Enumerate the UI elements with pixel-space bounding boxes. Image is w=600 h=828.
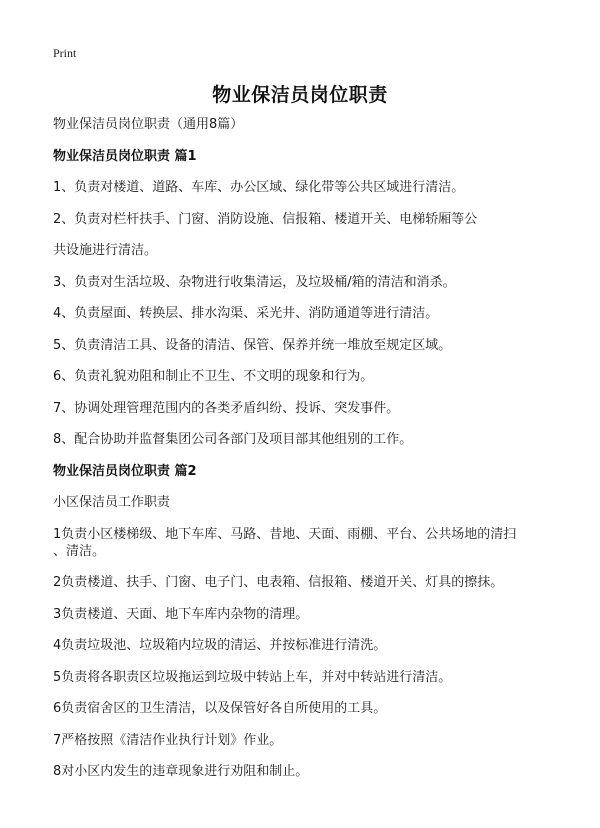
document-body: [53, 116, 553, 795]
list-item: 6负责宿舍区的卫生清洁，以及保管好各自所使用的工具。: [53, 701, 387, 716]
list-item-line: 1负责小区楼梯级、地下车库、马路、昔地、天面、雨棚、平台、公共场地的清扫: [53, 526, 517, 542]
list-item-wrapped: [53, 526, 553, 560]
list-item: 5负责将各职责区垃圾拖运到垃圾中转站上车，并对中转站进行清洁。: [53, 669, 452, 685]
page-title: 物业保洁员岗位职责: [212, 84, 388, 106]
list-item: 5、负责清洁工具、设备的清洁、保管、保养并统一堆放至规定区域。: [53, 337, 452, 353]
print-label: Print: [53, 46, 77, 60]
list-item: 2负责楼道、扶手、门窗、电子门、电表箱、信报箱、楼道开关、灯具的擦抹。: [53, 575, 504, 590]
list-item: 3负责楼道、天面、地下车库内杂物的清理。: [53, 606, 309, 622]
section-intro: 小区保洁员工作职责: [53, 495, 171, 510]
list-item: 7、协调处理管理范围内的各类矛盾纠纷、投诉、突发事件。: [53, 400, 400, 416]
list-item: 3、负责对生活垃圾、杂物进行收集清运，及垃圾桶/箱的清洁和消杀。: [53, 274, 456, 290]
section-heading-2: 物业保洁员岗位职责 篇2: [53, 463, 197, 479]
section-heading-1: 物业保洁员岗位职责 篇1: [53, 148, 197, 164]
list-item: 4负责垃圾池、垃圾箱内垃圾的清运、并按标准进行清洗。: [53, 638, 387, 653]
list-item: 8、配合协助并监督集团公司各部门及项目部其他组别的工作。: [53, 432, 413, 447]
list-item-continuation: 共设施进行清洁。: [53, 243, 158, 258]
list-item: 2、负责对栏杆扶手、门窗、消防设施、信报箱、楼道开关、电梯轿厢等公: [53, 211, 478, 227]
list-item: 1、负责对楼道、道路、车库、办公区域、绿化带等公共区域进行清洁。: [53, 180, 465, 195]
list-item: 4、负责屋面、转换层、排水沟渠、采光井、消防通道等进行清洁。: [53, 306, 439, 321]
list-item-line: 、清洁。: [53, 543, 106, 559]
document-subtitle: 物业保洁员岗位职责（通用8篇）: [53, 117, 244, 132]
list-item: 6、负责礼貌劝阻和制止不卫生、不文明的现象和行为。: [53, 369, 374, 384]
list-item: 7严格按照《清洁作业执行计划》作业。: [53, 732, 283, 748]
list-item: 8对小区内发生的违章现象进行劝阻和制止。: [53, 764, 309, 779]
